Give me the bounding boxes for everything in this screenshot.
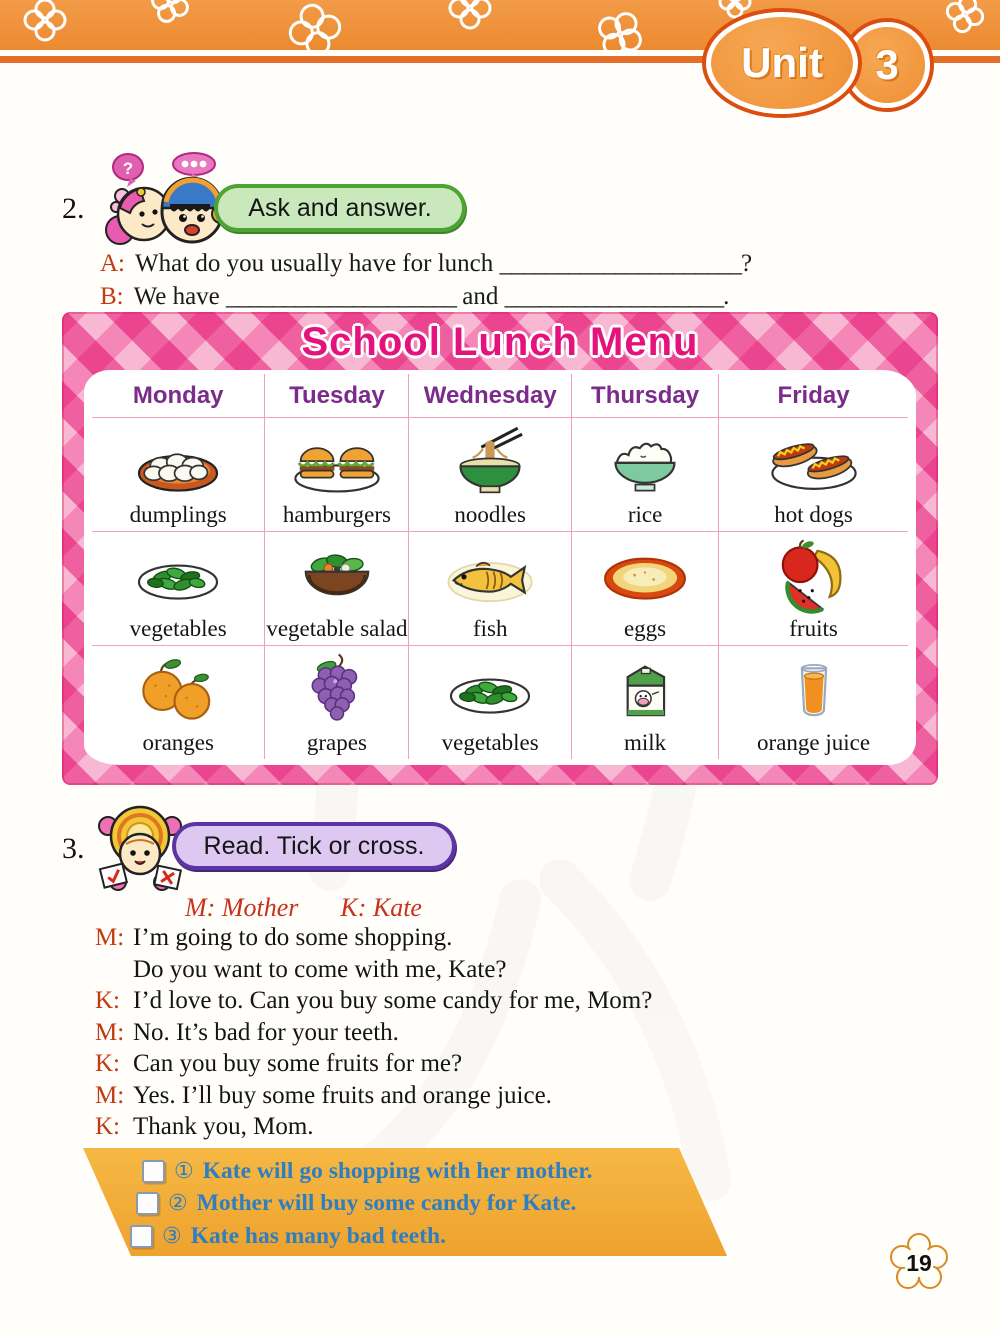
statement-checkbox[interactable] — [142, 1160, 165, 1183]
qa-line-b — [100, 283, 940, 311]
food-cell — [265, 646, 409, 759]
qa-a-text: What do you usually have for lunch — [135, 250, 494, 277]
day-header: Monday — [92, 374, 265, 417]
food-cell — [572, 646, 719, 759]
dialogue — [95, 922, 955, 1143]
statement-row — [136, 1188, 592, 1221]
speaker-a-label: A: — [100, 250, 125, 277]
qa-a-end: ? — [741, 250, 753, 277]
food-cell — [409, 418, 572, 531]
activity3-number: 3. — [62, 832, 85, 865]
dialogue-line — [95, 1111, 955, 1143]
noodles-icon — [438, 421, 542, 501]
statements-list — [128, 1155, 592, 1253]
speaker-label: M: — [95, 924, 125, 951]
food-label: fruits — [789, 616, 838, 641]
statement-text: Kate will go shopping with her mother. — [202, 1157, 593, 1184]
vegetable-salad-icon — [285, 535, 389, 615]
dialogue-line — [95, 1048, 955, 1080]
dialogue-text: No. It’s bad for your teeth. — [133, 1018, 399, 1046]
key-kate: K: Kate — [340, 893, 422, 922]
activity2-title: Ask and answer. — [248, 193, 432, 222]
unit-label-circle — [706, 12, 858, 114]
qa-b-and: and — [462, 283, 499, 310]
food-cell — [719, 418, 908, 531]
answer-blank-b1[interactable]: ____________________ — [226, 283, 457, 310]
qa-line-a — [100, 250, 940, 278]
qa-b-text: We have — [133, 283, 220, 310]
speaker-label: M: — [95, 1081, 125, 1109]
speaker-label: M: — [95, 1018, 125, 1046]
food-cell — [409, 532, 572, 645]
dialogue-line — [95, 985, 955, 1017]
food-label: eggs — [623, 616, 667, 641]
speaker-b-label: B: — [100, 283, 124, 310]
activity3-title: Read. Tick or cross. — [203, 831, 425, 860]
unit-badge — [706, 8, 942, 118]
dialogue-text: Thank you, Mom. — [133, 1113, 314, 1140]
day-header: Friday — [777, 381, 850, 409]
food-label: hamburgers — [282, 502, 391, 527]
food-label: orange juice — [757, 730, 871, 755]
day-header: Wednesday — [409, 374, 572, 417]
dialogue-text: I’d love to. Can you buy some candy for me, Mom? — [133, 987, 653, 1014]
food-cell — [92, 532, 265, 645]
fish-icon — [438, 535, 542, 615]
statement-number: ① — [174, 1158, 194, 1184]
unit-label: Unit — [741, 39, 823, 86]
orange-juice-icon — [762, 649, 866, 729]
food-label: grapes — [306, 730, 367, 755]
dialogue-line — [95, 922, 955, 954]
statement-number: ② — [168, 1191, 188, 1217]
food-cell — [265, 418, 409, 531]
speaker-label: K: — [95, 987, 120, 1014]
food-label: noodles — [454, 502, 526, 527]
speaker-label — [95, 954, 133, 986]
speaker-label: K: — [95, 1050, 120, 1077]
school-lunch-menu-box — [62, 312, 938, 785]
answer-blank-b2[interactable]: ___________________ — [504, 283, 724, 310]
food-cell — [265, 532, 409, 645]
page-number-flower — [886, 1230, 952, 1296]
menu-row — [92, 646, 908, 759]
qa-b-end: . — [723, 283, 730, 310]
dialogue-line — [95, 954, 955, 986]
food-label: oranges — [142, 730, 214, 755]
statement-checkbox[interactable] — [130, 1225, 153, 1248]
day-header: Tuesday — [265, 374, 409, 417]
dialogue-text: I’m going to do some shopping. — [133, 924, 453, 951]
dialogue-key — [185, 893, 464, 923]
food-cell — [92, 646, 265, 759]
page-number: 19 — [906, 1250, 932, 1276]
food-cell — [572, 418, 719, 531]
food-label: hot dogs — [774, 502, 853, 527]
statement-checkbox[interactable] — [136, 1192, 159, 1215]
activity3-title-pill — [172, 822, 456, 870]
answer-blank-a[interactable]: _____________________ — [499, 250, 741, 277]
vegetables-icon — [438, 649, 542, 729]
menu-row — [92, 418, 908, 532]
statement-number: ③ — [162, 1223, 182, 1249]
dialogue-text: Yes. I’ll buy some fruits and orange juice. — [133, 1081, 552, 1109]
food-label: rice — [627, 502, 663, 527]
dialogue-line — [95, 1017, 955, 1049]
rice-icon — [593, 421, 697, 501]
food-label: dumplings — [129, 502, 227, 527]
day-header: Thursday — [572, 374, 719, 417]
statement-row — [130, 1220, 592, 1253]
speaker-label: K: — [95, 1113, 120, 1140]
food-label: fish — [472, 616, 508, 641]
food-label: vegetable salad — [266, 616, 408, 641]
dumplings-icon — [126, 421, 230, 501]
food-cell — [572, 532, 719, 645]
dialogue-line — [95, 1080, 955, 1112]
unit-number: 3 — [875, 41, 899, 88]
milk-icon — [593, 649, 697, 729]
hamburgers-icon — [285, 421, 389, 501]
fruits-icon — [762, 535, 866, 615]
food-label: vegetables — [441, 730, 539, 755]
dialogue-text: Can you buy some fruits for me? — [133, 1050, 463, 1077]
grapes-icon — [285, 649, 389, 729]
food-cell — [409, 646, 572, 759]
key-mother: M: Mother — [185, 893, 299, 922]
oranges-icon — [126, 649, 230, 729]
food-cell — [92, 418, 265, 531]
statement-text: Mother will buy some candy for Kate. — [196, 1190, 577, 1217]
menu-row — [92, 532, 908, 646]
lunch-menu-table — [84, 370, 916, 765]
statement-row — [142, 1155, 592, 1188]
activity2-title-pill — [214, 184, 466, 232]
food-label: milk — [623, 730, 667, 755]
dialogue-text: Do you want to come with me, Kate? — [133, 955, 507, 983]
menu-day-header-row — [92, 374, 908, 418]
svg-text:?: ? — [122, 159, 134, 178]
vegetables-icon — [126, 535, 230, 615]
hot-dogs-icon — [762, 421, 866, 501]
food-label: vegetables — [129, 616, 227, 641]
statement-text: Kate has many bad teeth. — [190, 1222, 446, 1249]
food-cell — [719, 532, 908, 645]
activity2-number: 2. — [62, 192, 85, 225]
food-cell — [719, 646, 908, 759]
menu-title: School Lunch Menu — [301, 320, 699, 364]
eggs-icon — [593, 535, 697, 615]
